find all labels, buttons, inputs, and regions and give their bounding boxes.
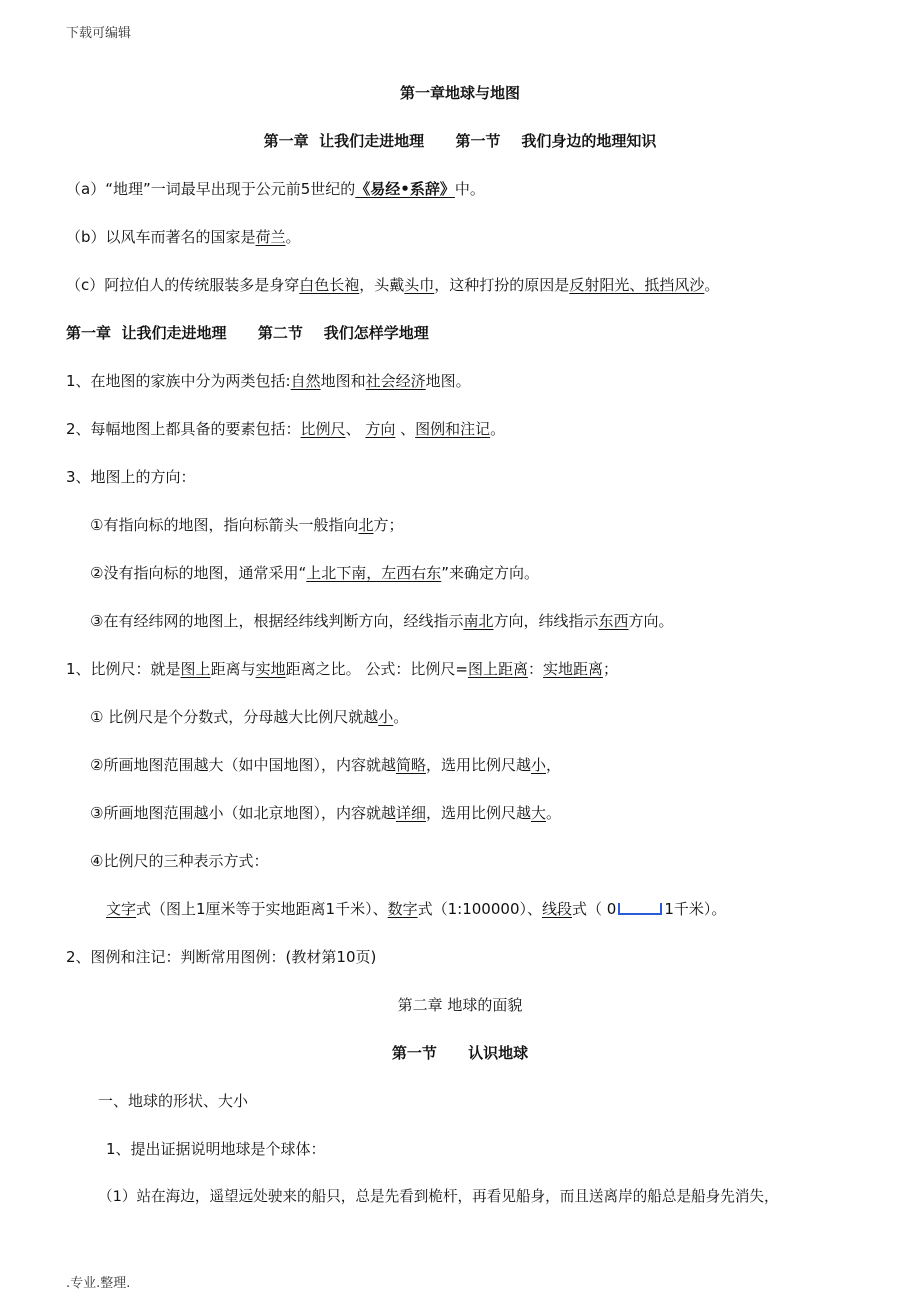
section-name: 认识地球 [468, 1044, 529, 1062]
item-answer: 东西 [598, 612, 629, 630]
qa-c-end: 。 [704, 276, 720, 294]
item-text: ②所画地图范围越大（如中国地图），内容就越 [90, 756, 396, 774]
item-text: 地图和 [320, 372, 366, 390]
item-answer: 文字 [106, 900, 137, 918]
list-item-3: 3、地图上的方向： [66, 468, 196, 486]
qa-c [66, 274, 719, 296]
chapter-label: 第一章 [263, 132, 309, 150]
qa-a-end: 中。 [454, 180, 485, 198]
item-answer: 比例尺 [300, 420, 346, 438]
item-text: 式（1:100000）、 [417, 900, 542, 918]
section-label: 第二节 [257, 324, 303, 342]
item-text: 1、在地图的家族中分为两类包括: [66, 372, 291, 390]
item-answer: 简略 [395, 756, 426, 774]
item-text: 式（ 0 [572, 900, 617, 918]
item-text: 方； [373, 516, 404, 534]
chapter-2-section [0, 1042, 920, 1063]
item-answer: 方向 [365, 420, 396, 438]
item-answer: 图上距离 [467, 660, 528, 678]
page-footer: .专业.整理. [66, 1276, 131, 1291]
qa-b-answer: 荷兰 [255, 228, 286, 246]
item-text: ②没有指向标的地图，通常采用“ [90, 564, 307, 582]
item-text: ， [546, 756, 562, 774]
item-answer: 自然 [290, 372, 321, 390]
item-text: ③所画地图范围越小（如北京地图），内容就越 [90, 804, 396, 822]
item-answer: 小 [530, 756, 546, 774]
item-text: ③在有经纬网的地图上，根据经纬线判断方向，经线指示 [90, 612, 464, 630]
scale-point-2 [90, 754, 561, 776]
item-text: ，选用比例尺越 [425, 756, 531, 774]
item-answer: 大 [530, 804, 546, 822]
item-answer: 实地 [255, 660, 286, 678]
qa-b-text: （b）以风车而著名的国家是 [66, 228, 256, 246]
scale-point-1 [90, 706, 408, 728]
qa-a-answer: 《易经•系辞》 [355, 180, 455, 198]
qa-c-text: （c）阿拉伯人的传统服装多是身穿 [66, 276, 300, 294]
section-label: 第一节 [391, 1044, 437, 1062]
item-text: ① 比例尺是个分数式，分母越大比例尺就越 [90, 708, 379, 726]
section-label: 第一节 [455, 132, 501, 150]
scale-definition [66, 658, 618, 680]
scale-bar-icon [618, 903, 662, 915]
section-name: 我们怎样学地理 [323, 324, 429, 342]
item-text: 1千米）。 [664, 900, 727, 918]
item-answer: 线段 [541, 900, 572, 918]
chapter-2-title: 第二章 地球的面貌 [397, 996, 523, 1014]
qa-a [66, 178, 485, 200]
chapter-name: 让我们走进地理 [319, 132, 425, 150]
item-text: 方向。 [628, 612, 674, 630]
page-header: 下载可编辑 [66, 26, 132, 41]
qa-c-mid-2: ，这种打扮的原因是 [434, 276, 570, 294]
item-text: 2、每幅地图上都具备的要素包括： [66, 420, 301, 438]
direction-2 [90, 562, 539, 584]
item-text: 。 [490, 420, 506, 438]
item-text: 式（图上1厘米等于实地距离1千米）、 [136, 900, 388, 918]
item-answer: 图例和注记 [415, 420, 491, 438]
item-text: ①有指向标的地图，指向标箭头一般指向 [90, 516, 359, 534]
item-text: 距离与 [210, 660, 256, 678]
qa-a-text: （a）“地理”一词最早出现于公元前5世纪的 [66, 180, 356, 198]
scale-forms [106, 898, 726, 920]
qa-c-answer-2: 头巾 [404, 276, 435, 294]
item-answer: 北 [358, 516, 374, 534]
item-text: 。 [546, 804, 562, 822]
qa-c-answer-1: 白色长袍 [299, 276, 360, 294]
item-answer: 南北 [463, 612, 494, 630]
item-text: ”来确定方向。 [441, 564, 540, 582]
item-text: ，选用比例尺越 [425, 804, 531, 822]
qa-b [66, 226, 301, 248]
item-answer: 数字 [387, 900, 418, 918]
item-answer: 小 [378, 708, 394, 726]
earth-heading-2: 1、提出证据说明地球是个球体： [106, 1140, 326, 1158]
item-text: ： [527, 660, 543, 678]
section-heading-1 [0, 130, 920, 151]
item-text: 、 [345, 420, 366, 438]
list-item-2 [66, 418, 505, 440]
item-text: 距离之比。 公式：比例尺= [285, 660, 468, 678]
qa-b-end: 。 [285, 228, 301, 246]
item-answer: 详细 [395, 804, 426, 822]
section-heading-2 [66, 322, 429, 343]
direction-1 [90, 514, 403, 536]
list-item-1 [66, 370, 471, 392]
direction-3 [90, 610, 674, 632]
item-text: 、 [395, 420, 416, 438]
item-answer: 实地距离 [542, 660, 603, 678]
section-name: 我们身边的地理知识 [521, 132, 657, 150]
scale-point-4: ④比例尺的三种表示方式： [90, 852, 269, 870]
legend-note: 2、图例和注记：判断常用图例：(教材第10页) [66, 948, 377, 966]
main-title: 第一章地球与地图 [399, 84, 520, 102]
item-answer: 上北下南，左西右东 [306, 564, 442, 582]
earth-paragraph-1: （1）站在海边，遥望远处驶来的船只，总是先看到桅杆，再看见船身，而且送离岸的船总是船身先消失， [98, 1188, 779, 1205]
item-text: 。 [393, 708, 409, 726]
item-text: 地图。 [425, 372, 471, 390]
chapter-name: 让我们走进地理 [121, 324, 227, 342]
qa-c-answer-3: 反射阳光、抵挡风沙 [569, 276, 705, 294]
earth-heading-1: 一、地球的形状、大小 [98, 1092, 249, 1110]
item-text: ； [602, 660, 618, 678]
scale-point-3 [90, 802, 561, 824]
item-text: 方向，纬线指示 [493, 612, 599, 630]
chapter-label: 第一章 [66, 324, 112, 342]
qa-c-mid-1: ，头戴 [359, 276, 405, 294]
item-answer: 社会经济 [365, 372, 426, 390]
item-answer: 图上 [180, 660, 211, 678]
item-text: 1、比例尺：就是 [66, 660, 181, 678]
